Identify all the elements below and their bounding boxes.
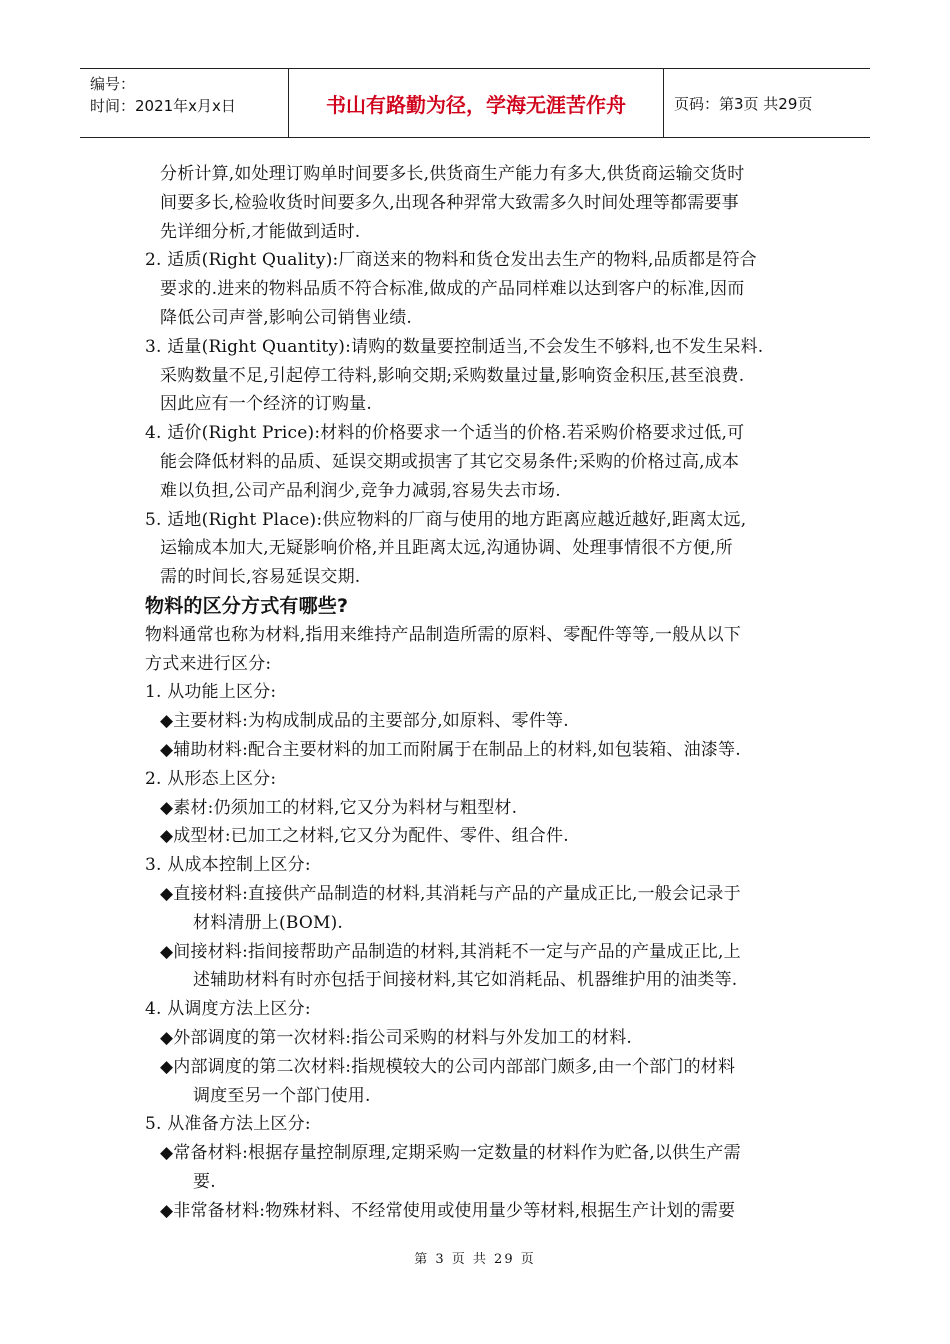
text-line: 要求的.进来的物料品质不符合标准,做成的产品同样难以达到客户的标准,因而 [160, 279, 745, 300]
text-line: ◆外部调度的第一次材料:指公司采购的材料与外发加工的材料. [160, 1028, 633, 1048]
text-line: 5. 适地(Right Place):供应物料的厂商与使用的地方距离应越近越好,距离太远, [145, 509, 747, 530]
page-header [80, 68, 870, 138]
text-line: 要. [193, 1172, 216, 1192]
text-line: 2. 从形态上区分: [145, 768, 277, 789]
text-line: ◆内部调度的第二次材料:指规模较大的公司内部部门颇多,由一个部门的材料 [160, 1056, 736, 1077]
text-line: 降低公司声誉,影响公司销售业绩. [160, 308, 413, 328]
text-line: 述辅助材料有时亦包括于间接材料,其它如消耗品、机器维护用的油类等. [193, 970, 738, 991]
text-line: 难以负担,公司产品利润少,竞争力减弱,容易失去市场. [160, 480, 561, 501]
text-line: 先详细分析,才能做到适时. [160, 221, 361, 242]
header-motto: 书山有路勤为径，学海无涯苦作舟 [289, 69, 664, 137]
header-meta [80, 69, 289, 137]
text-line: 4. 适价(Right Price):材料的价格要求一个适当的价格.若采购价格要求过低,可 [145, 423, 745, 444]
text-line: 因此应有一个经济的订购量. [160, 394, 373, 415]
text-line: 3. 适量(Right Quantity):请购的数量要控制适当,不会发生不够料,也不发生呆料. [145, 336, 764, 357]
page-footer: 第 3 页 共 29 页 [414, 1252, 536, 1267]
header-date: 时间：2021年x月x日 [90, 97, 236, 115]
text-line: ◆非常备材料:物殊材料、不经常使用或使用量少等材料,根据生产计划的需要 [160, 1200, 736, 1221]
text-line: ◆素材:仍须加工的材料,它又分为料材与粗型材. [160, 797, 518, 818]
text-line: 1. 从功能上区分: [145, 682, 277, 703]
text-line: ◆直接材料:直接供产品制造的材料,其消耗与产品的产量成正比,一般会记录于 [160, 884, 741, 904]
text-line: 采购数量不足,引起停工待料,影响交期;采购数量过量,影响资金积压,甚至浪费. [160, 365, 745, 386]
text-line: 物料通常也称为材料,指用来维持产品制造所需的原料、零配件等等,一般从以下 [145, 624, 742, 645]
text-line: ◆常备材料:根据存量控制原理,定期采购一定数量的材料作为贮备,以供生产需 [160, 1143, 741, 1164]
header-page-info: 页码：第3页 共29页 [674, 94, 813, 113]
text-line: ◆成型材:已加工之材料,它又分为配件、零件、组合件. [160, 826, 569, 847]
text-line: 3. 从成本控制上区分: [145, 855, 311, 876]
text-line: 间要多长,检验收货时间要多久,出现各种羿常大致需多久时间处理等都需要事 [160, 192, 739, 213]
text-line: 材料清册上(BOM). [193, 912, 344, 933]
text-line: 调度至另一个部门使用. [193, 1085, 371, 1106]
text-line: ◆主要材料:为构成制成品的主要部分,如原料、零件等. [160, 711, 569, 732]
text-line: 分析计算,如处理订购单时间要多长,供货商生产能力有多大,供货商运输交货时 [160, 164, 745, 184]
text-line: 运输成本加大,无疑影响价格,并且距离太远,沟通协调、处理事情很不方便,所 [160, 538, 733, 559]
text-line: 2. 适质(Right Quality):厂商送来的物料和货仓发出去生产的物料,品质都是符合 [145, 250, 757, 271]
text-line: 需的时间长,容易延误交期. [160, 567, 361, 588]
text-line: ◆辅助材料:配合主要材料的加工而附属于在制品上的材料,如包装箱、油漆等. [160, 740, 741, 760]
text-line: 5. 从准备方法上区分: [145, 1114, 311, 1135]
text-line: ◆间接材料:指间接帮助产品制造的材料,其消耗不一定与产品的产量成正比,上 [160, 941, 741, 962]
header-code: 编号： [90, 75, 136, 93]
section-heading: 物料的区分方式有哪些? [145, 595, 349, 617]
text-line: 方式来进行区分: [145, 653, 272, 674]
text-line: 能会降低材料的品质、延误交期或损害了其它交易条件;采购的价格过高,成本 [160, 452, 740, 472]
text-line: 4. 从调度方法上区分: [145, 999, 311, 1020]
